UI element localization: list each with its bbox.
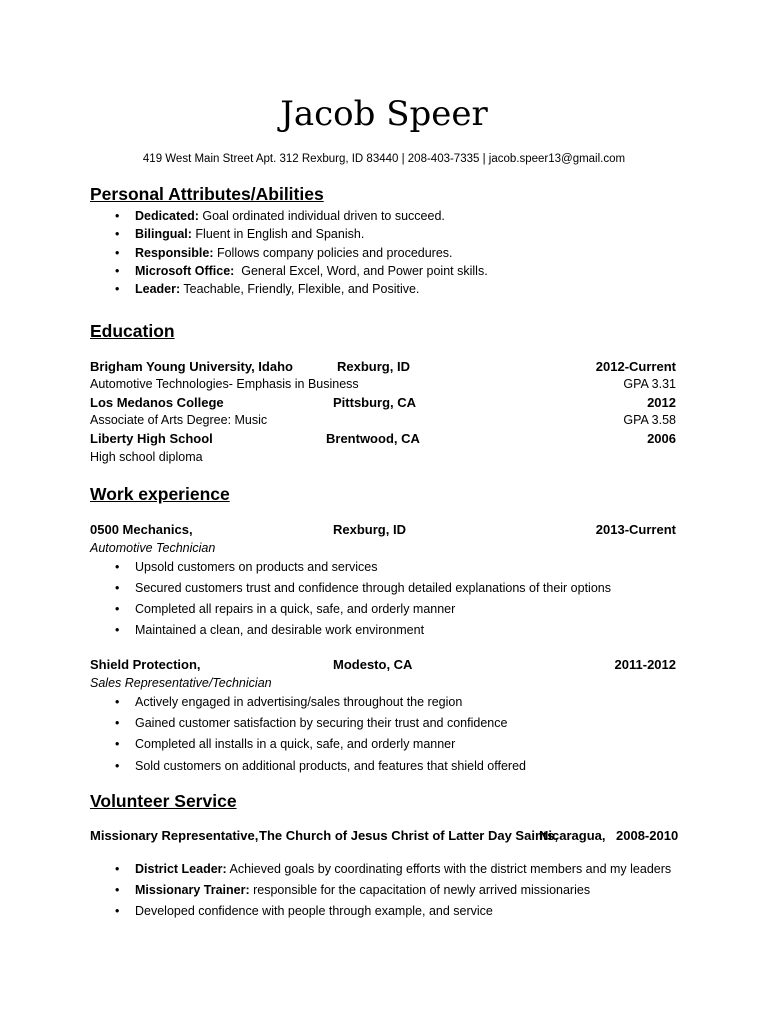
- school-date: 2012-Current: [595, 359, 676, 374]
- school-date: 2006: [647, 431, 676, 446]
- education-detail: [90, 412, 676, 428]
- volunteer-heading: Volunteer Service: [90, 791, 237, 811]
- gpa-text: GPA 3.58: [623, 413, 676, 427]
- job-location: Rexburg, ID: [333, 522, 406, 537]
- volunteer-label: District Leader:: [135, 862, 227, 876]
- attributes-heading: Personal Attributes/Abilities: [90, 184, 324, 204]
- job-bullet-text: Maintained a clean, and desirable work environment: [135, 623, 425, 637]
- volunteer-label: Missionary Trainer:: [135, 883, 250, 897]
- volunteer-text: responsible for the capacitation of newly arrived missionaries: [249, 883, 591, 897]
- education-detail: [90, 376, 676, 392]
- job-title-text: Automotive Technician: [90, 541, 216, 555]
- resume-name: Jacob Speer: [280, 94, 488, 134]
- job-bullet-text: Completed all installs in a quick, safe, and orderly manner: [135, 737, 456, 751]
- bullet: •: [115, 264, 120, 278]
- bullet: •: [115, 737, 120, 751]
- volunteer-text: Achieved goals by coordinating efforts with the district members and my leaders: [226, 862, 672, 876]
- education-heading: Education: [90, 321, 175, 341]
- bullet: •: [115, 862, 120, 876]
- volunteer-role: Missionary Representative,: [90, 828, 259, 843]
- attribute-text: Fluent in English and Spanish.: [191, 227, 365, 241]
- attribute-text: General Excel, Word, and Power point skills.: [234, 264, 488, 278]
- attribute-text: Follows company policies and procedures.: [213, 246, 453, 260]
- school-location: Brentwood, CA: [326, 431, 420, 446]
- bullet: •: [115, 209, 120, 223]
- job-bullet-text: Actively engaged in advertising/sales throughout the region: [135, 695, 463, 709]
- attribute-label: Dedicated:: [135, 209, 199, 223]
- job-bullet-text: Secured customers trust and confidence through detailed explanations of their options: [135, 581, 611, 595]
- job-bullet-text: Upsold customers on products and services: [135, 560, 378, 574]
- school-name: Brigham Young University, Idaho: [90, 359, 293, 374]
- school-location: Rexburg, ID: [337, 359, 410, 374]
- school-name: Los Medanos College: [90, 395, 224, 410]
- company-name: Shield Protection,: [90, 657, 201, 672]
- education-row: [90, 430, 676, 447]
- bullet: •: [115, 602, 120, 616]
- attribute-text: Teachable, Friendly, Flexible, and Positive.: [180, 282, 420, 296]
- job-row: [90, 521, 676, 538]
- degree-text: Associate of Arts Degree: Music: [90, 413, 268, 427]
- volunteer-place: Nicaragua,: [539, 828, 606, 843]
- job-title: [90, 675, 676, 691]
- degree-text: Automotive Technologies- Emphasis in Business: [90, 377, 359, 391]
- contact-line: 419 West Main Street Apt. 312 Rexburg, ID 83440 | 208-403-7335 | jacob.speer13@gmail.com: [142, 153, 626, 165]
- job-title: [90, 540, 676, 556]
- job-title-text: Sales Representative/Technician: [90, 676, 272, 690]
- job-bullet-text: Gained customer satisfaction by securing their trust and confidence: [135, 716, 508, 730]
- bullet: •: [115, 560, 120, 574]
- education-row: [90, 394, 676, 411]
- bullet: •: [115, 282, 120, 296]
- attribute-label: Microsoft Office:: [135, 264, 235, 278]
- bullet: •: [115, 759, 120, 773]
- attribute-text: Goal ordinated individual driven to succeed.: [198, 209, 445, 223]
- education-row: [90, 358, 676, 375]
- bullet: •: [115, 695, 120, 709]
- bullet: •: [115, 246, 120, 260]
- degree-text: High school diploma: [90, 450, 203, 464]
- company-name: 0500 Mechanics,: [90, 522, 193, 537]
- job-date: 2013-Current: [595, 522, 676, 537]
- volunteer-date: 2008-2010: [616, 828, 679, 843]
- bullet: •: [115, 883, 120, 897]
- bullet: •: [115, 623, 120, 637]
- work-heading: Work experience: [90, 484, 230, 504]
- bullet: •: [115, 581, 120, 595]
- attribute-label: Bilingual:: [135, 227, 192, 241]
- volunteer-org: The Church of Jesus Christ of Latter Day Saints,: [259, 828, 559, 843]
- gpa-text: GPA 3.31: [623, 377, 676, 391]
- school-date: 2012: [647, 395, 676, 410]
- attribute-label: Leader:: [135, 282, 181, 296]
- school-location: Pittsburg, CA: [333, 395, 417, 410]
- job-bullet-text: Sold customers on additional products, and features that shield offered: [135, 759, 526, 773]
- school-name: Liberty High School: [90, 431, 213, 446]
- job-date: 2011-2012: [614, 657, 676, 672]
- bullet: •: [115, 227, 120, 241]
- bullet: •: [115, 904, 120, 918]
- job-location: Modesto, CA: [333, 657, 413, 672]
- bullet: •: [115, 716, 120, 730]
- education-detail: [90, 449, 676, 465]
- attribute-label: Responsible:: [135, 246, 214, 260]
- job-bullet-text: Completed all repairs in a quick, safe, and orderly manner: [135, 602, 456, 616]
- volunteer-text: Developed confidence with people through example, and service: [135, 904, 493, 918]
- job-row: [90, 656, 676, 673]
